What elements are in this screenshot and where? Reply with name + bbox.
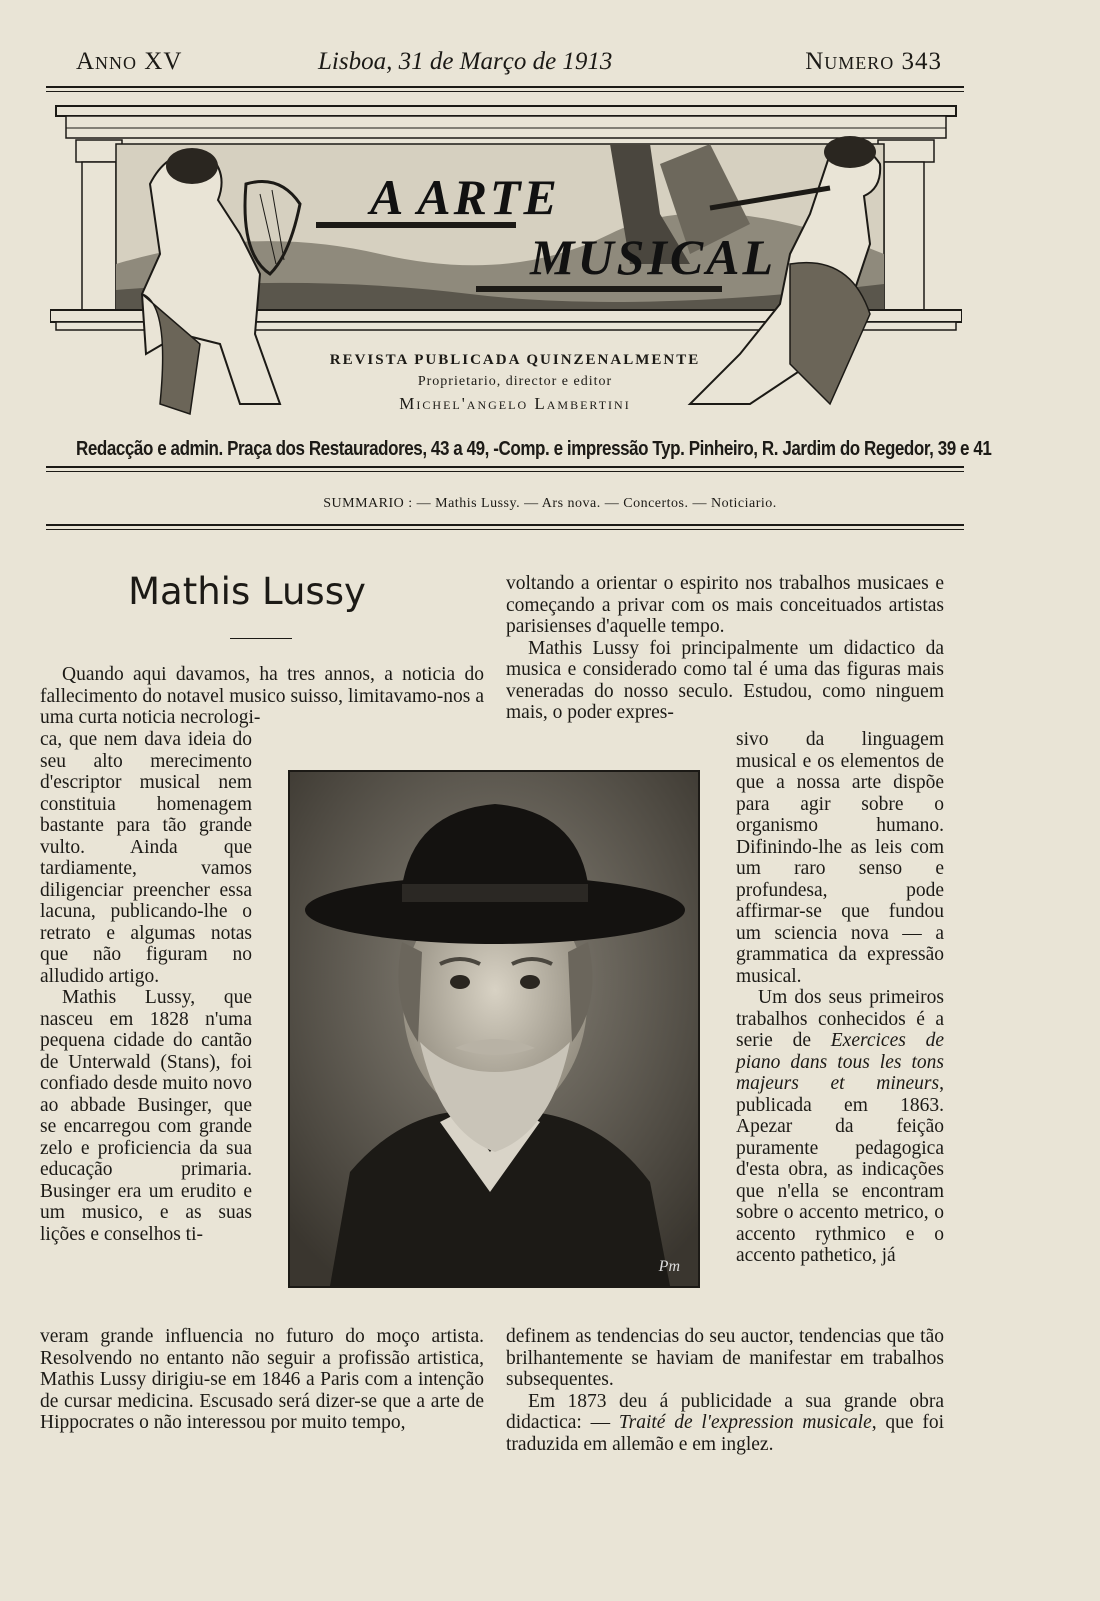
issue-date: Lisboa, 31 de Março de 1913 bbox=[318, 48, 613, 75]
paragraph: sivo da linguagem musical e os elementos de que a nossa arte dispõe para agir sobre o organismo humano. Difinindo-lhe as leis com um raro senso e profundesa, pode affirmar-se que fundou um sciencia nova — a grammatica da expressão musical. bbox=[736, 729, 944, 987]
summary-rule bbox=[46, 524, 964, 526]
headline-rule bbox=[230, 638, 292, 639]
header-rule-thin bbox=[46, 91, 964, 92]
paragraph: definem as tendencias do seu auctor, tendencias que tão brilhantemente se haviam de manifestar em trabalhos subsequentes. bbox=[506, 1326, 944, 1390]
paragraph bbox=[506, 1391, 944, 1456]
paragraph bbox=[736, 987, 944, 1267]
masthead-proprietor: Proprietario, director e editor bbox=[417, 374, 613, 389]
book-title: Exercices de piano dans tous les tons majeurs et mineurs bbox=[736, 1030, 944, 1094]
paragraph: ca, que nem dava ideia do seu alto merecimento d'escriptor musical nem constituia homenagem bastante para tão grande vulto. Ainda que tardiamente, vamos diligenciar preencher essa lacuna, publicando-lhe o retrato e algumas notas que não figuram no alludido artigo. bbox=[40, 729, 252, 987]
column-2-top bbox=[506, 573, 944, 724]
paragraph: voltando a orientar o espirito nos trabalhos musicaes e começando a privar com os mais conceituados artistas parisienses d'aquelle tempo. bbox=[506, 573, 944, 637]
address-rule-thin bbox=[46, 471, 964, 472]
masthead-title: A ARTE bbox=[370, 169, 560, 225]
masthead-subtitle: REVISTA PUBLICADA QUINZENALMENTE bbox=[329, 352, 701, 368]
paragraph: Mathis Lussy, que nasceu em 1828 n'uma pequena cidade do cantão de Unterwald (Stans), foi confiado desde muito novo ao abbade Businger, que se encarregou com grande zelo e proficiencia da sua educação primaria. Businger era um erudito e um musico, e as suas lições e conselhos ti- bbox=[40, 987, 252, 1245]
paragraph: Mathis Lussy foi principalmente um didactico da musica e considerado como tal é uma das figuras mais veneradas do nosso seculo. Estudou, como ninguem mais, o poder expres- bbox=[506, 637, 944, 723]
issue-header bbox=[0, 48, 1100, 88]
issue-number: Numero 343 bbox=[805, 48, 942, 75]
column-2-bottom bbox=[506, 1326, 944, 1455]
masthead bbox=[50, 104, 962, 430]
text-run: Em 1873 deu á publicidade a sua grande obra didactica: — bbox=[506, 1390, 944, 1433]
address-line: Redacção e admin. Praça dos Restauradores, 43 a 49, -Comp. e impressão Typ. Pinheiro, R. Jardim do Regedor, 39 e 41 bbox=[76, 438, 992, 460]
text-run: Um dos seus primeiros trabalhos conhecidos é a serie de bbox=[736, 987, 944, 1051]
summary-rule-thin bbox=[46, 529, 964, 530]
summary-line: SUMMARIO : — Mathis Lussy. — Ars nova. — Concertos. — Noticiario. bbox=[323, 496, 777, 511]
column-1-wrap bbox=[40, 729, 252, 1245]
masthead-title-2: MUSICAL bbox=[530, 229, 777, 285]
column-1-bottom bbox=[40, 1326, 484, 1434]
portrait-photo bbox=[288, 770, 700, 1288]
text-run: , que foi traduzida em allemão e em inglez. bbox=[506, 1412, 944, 1455]
portrait-illustration bbox=[290, 772, 698, 1286]
book-title: Traité de l'expression musicale bbox=[618, 1412, 872, 1433]
paragraph: veram grande influencia no futuro do moço artista. Resolvendo no entanto não seguir a profissão artistica, Mathis Lussy dirigiu-se em 1846 a Paris com a intenção de cursar medicina. Escusado será dizer-se que a arte de Hippocrates o não interessou por muito tempo, bbox=[40, 1326, 484, 1433]
header-rule bbox=[46, 86, 964, 88]
article-headline: Mathis Lussy bbox=[128, 570, 366, 613]
photographer-mark: Pm bbox=[658, 1258, 680, 1275]
masthead-editor: Michel'angelo Lambertini bbox=[399, 394, 631, 413]
paragraph: Quando aqui davamos, ha tres annos, a noticia do fallecimento do notavel musico suisso, limitavamo-nos a uma curta noticia necrologi- bbox=[40, 664, 484, 728]
column-2-wrap bbox=[736, 729, 944, 1267]
issue-year: Anno XV bbox=[76, 48, 183, 75]
text-run: , publicada em 1863. Apezar da feição puramente pedagogica d'esta obra, as indicações que n'ella se encontram sobre o accento metrico, o accento rythmico e o accento pathetico, já bbox=[736, 1073, 944, 1266]
address-rule bbox=[46, 466, 964, 468]
column-1-top bbox=[40, 664, 484, 729]
